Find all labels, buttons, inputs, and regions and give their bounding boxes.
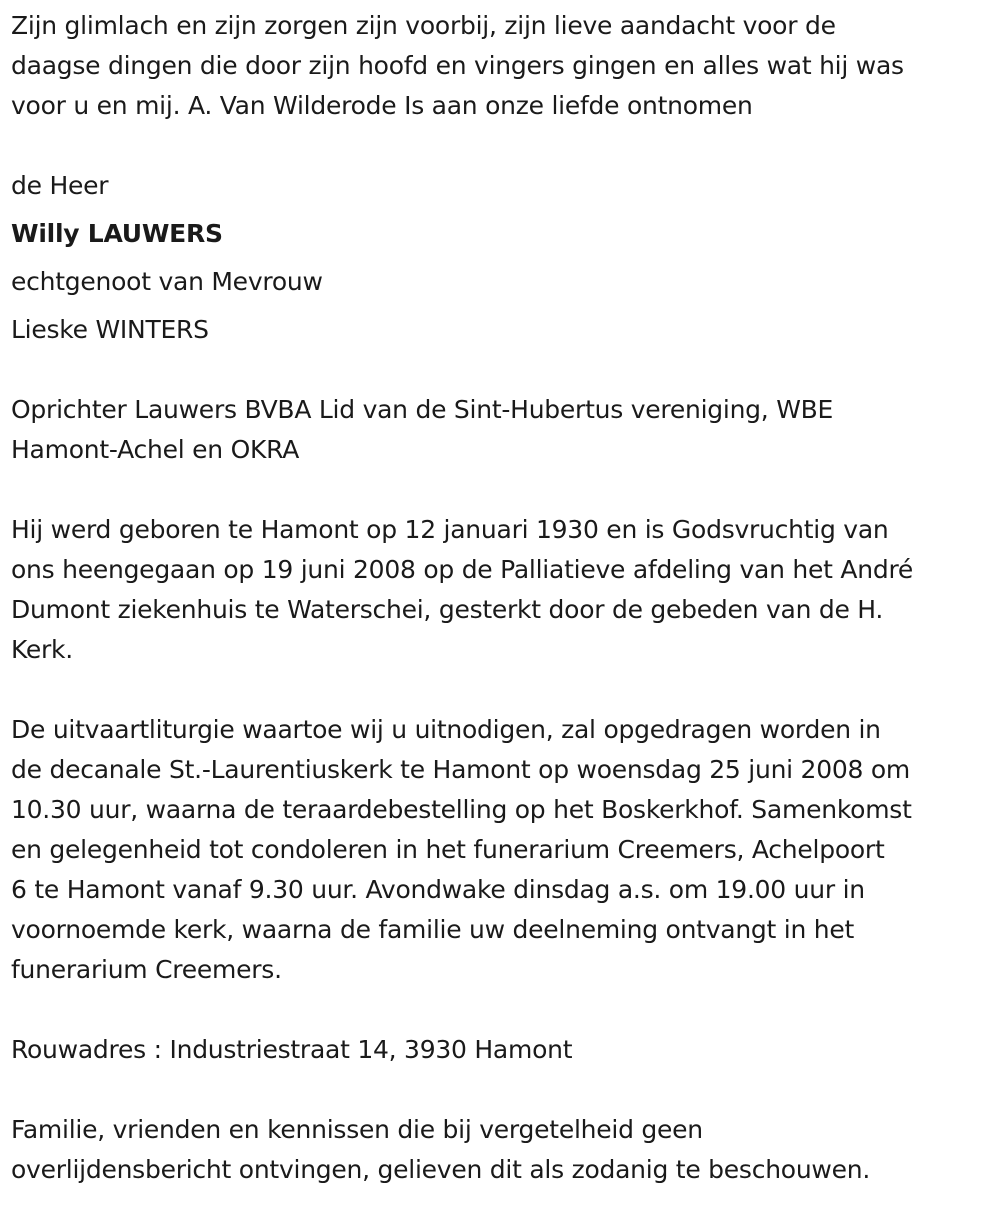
funeral-line: 10.30 uur, waarna de teraardebestelling op het Boskerkhof. Samenkomst (11, 795, 912, 824)
spacer (11, 350, 988, 390)
funeral-line: funerarium Creemers. (11, 955, 282, 984)
funeral-line: 6 te Hamont vanaf 9.30 uur. Avondwake dinsdag a.s. om 19.00 uur in (11, 875, 865, 904)
funeral-line: en gelegenheid tot condoleren in het funerarium Creemers, Achelpoort (11, 835, 885, 864)
deceased-name: Willy LAUWERS (11, 219, 223, 248)
quote-line: daagse dingen die door zijn hoofd en vingers gingen en alles wat hij was (11, 51, 904, 80)
closing-line: Familie, vrienden en kennissen die bij vergetelheid geen (11, 1115, 703, 1144)
title-prefix: de Heer (11, 171, 109, 200)
affiliations-line: Oprichter Lauwers BVBA Lid van de Sint-Hubertus vereniging, WBE (11, 395, 834, 424)
birth-death-line: Dumont ziekenhuis te Waterschei, gesterkt door de gebeden van de H. (11, 595, 884, 624)
birth-death-line: Kerk. (11, 635, 73, 664)
mourning-address: Rouwadres : Industriestraat 14, 3930 Hamont (11, 1035, 573, 1064)
closing-paragraph (11, 1110, 988, 1190)
spacer (11, 302, 988, 310)
spacer (11, 206, 988, 214)
affiliations-line: Hamont-Achel en OKRA (11, 435, 300, 464)
birth-death-line: ons heengegaan op 19 juni 2008 op de Palliatieve afdeling van het André (11, 555, 914, 584)
spacer (11, 126, 988, 166)
spacer (11, 470, 988, 510)
funeral-line: De uitvaartliturgie waartoe wij u uitnodigen, zal opgedragen worden in (11, 715, 881, 744)
quote-line: voor u en mij. A. Van Wilderode Is aan onze liefde ontnomen (11, 91, 753, 120)
quote-line: Zijn glimlach en zijn zorgen zijn voorbij, zijn lieve aandacht voor de (11, 11, 836, 40)
spacer (11, 990, 988, 1030)
birth-death-line: Hij werd geboren te Hamont op 12 januari 1930 en is Godsvruchtig van (11, 515, 889, 544)
funeral-line: de decanale St.-Laurentiuskerk te Hamont op woensdag 25 juni 2008 om (11, 755, 911, 784)
closing-line: overlijdensbericht ontvingen, gelieven dit als zodanig te beschouwen. (11, 1155, 871, 1184)
spacer (11, 254, 988, 262)
funeral-paragraph (11, 710, 988, 990)
spouse-label: echtgenoot van Mevrouw (11, 267, 323, 296)
quote-paragraph (11, 6, 988, 126)
funeral-line: voornoemde kerk, waarna de familie uw deelneming ontvangt in het (11, 915, 855, 944)
spacer (11, 670, 988, 710)
spacer (11, 1070, 988, 1110)
spouse-name: Lieske WINTERS (11, 315, 209, 344)
birth-death-paragraph (11, 510, 988, 670)
affiliations-paragraph (11, 390, 988, 470)
